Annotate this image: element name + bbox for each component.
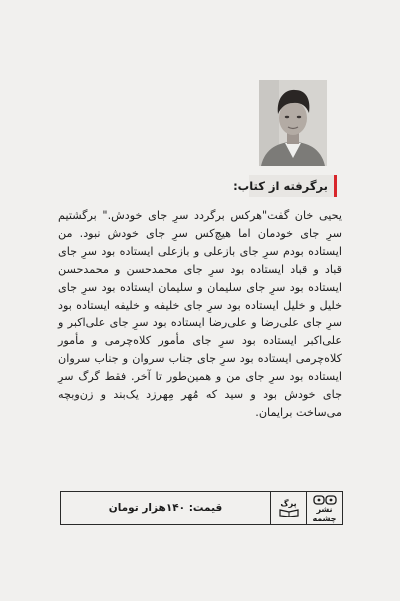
imprint-logo-text: پرگ [280, 499, 297, 508]
publisher-logo-cell [306, 492, 342, 524]
author-photo [259, 80, 327, 166]
open-book-icon [279, 499, 299, 517]
book-stack-icon [307, 494, 342, 523]
price-cell [61, 492, 270, 524]
imprint-logo-cell [270, 492, 306, 524]
publisher-logo-text: نشر چشمه [312, 504, 337, 523]
info-bar [60, 491, 343, 525]
price-label: قیمت: ۱۴۰هزار تومان [108, 502, 223, 514]
excerpt-heading: برگرفته از کتاب: [249, 175, 337, 197]
book-excerpt [58, 207, 342, 422]
excerpt-paragraph: یحیی خان گفت"هرکس برگردد سرِ جای خودش." برگشتیم سرِ جای خودمان اما هیچ‌کس سرِ جای خودش نبود. من ایستاده بودم سرِ جای بازعلی و بازعلی ایستاده بود سرِ جای قباد و قباد ایستاده بود سرِ جای محمدحسن و محمدحسن ایستاده بود سرِ جای سلیمان و سلیمان ایستاده بود سرِ جای خلیل و خلیل ایستاده بود سرِ جای خلیفه و خلیفه ایستاده بود سرِ جای علی‌رضا و علی‌رضا ایستاده بود سرِ جای علی‌اکبر و علی‌اکبر ایستاده بود سرِ جای مأمور کلاه‌چرمی و مأمور کلاه‌چرمی ایستاده بود سرِ جای جناب سروان و جناب سروان ایستاده بود سرِ جای من و همین‌طور تا آخر. فقط گرگ سرِ جای خودش بود و سید که مُهر مِهرزد یک‌بند و زن‌وبچه می‌ساخت برایمان. [58, 209, 342, 419]
